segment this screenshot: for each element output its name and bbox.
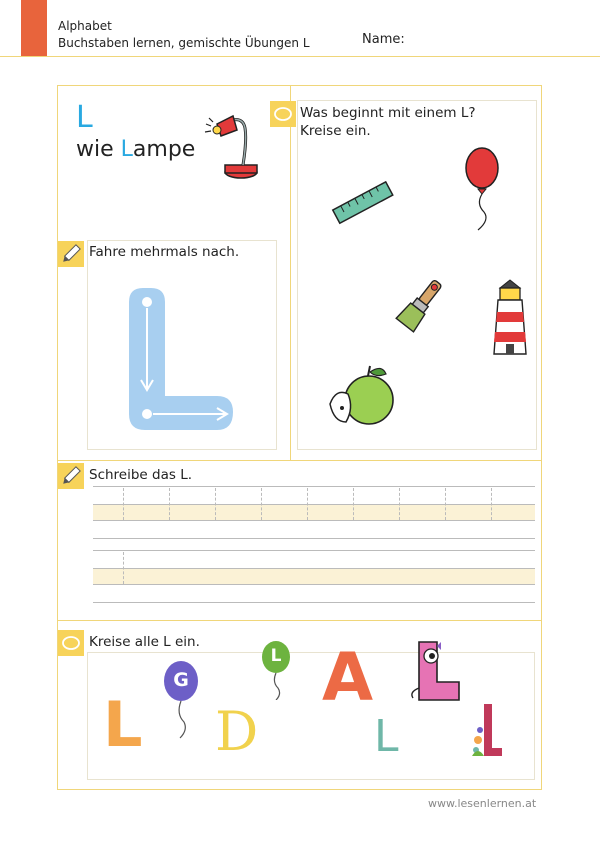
header-divider xyxy=(0,56,600,57)
column-divider xyxy=(290,85,291,460)
footer-url[interactable]: www.lesenlernen.at xyxy=(428,797,537,810)
task-write: Schreibe das L. xyxy=(89,467,193,483)
apple-icon xyxy=(324,364,400,430)
intro-word xyxy=(76,137,195,162)
writing-lines[interactable] xyxy=(93,486,535,538)
letter-l-floral[interactable] xyxy=(470,700,504,762)
intro-word-prefix: wie xyxy=(76,137,121,162)
name-label: Name: xyxy=(362,32,405,47)
task-trace: Fahre mehrmals nach. xyxy=(89,244,240,260)
circle-task-icon xyxy=(270,101,296,127)
letter-l-monster[interactable] xyxy=(405,638,465,704)
pencil-task-icon xyxy=(58,463,84,489)
balloon-icon xyxy=(460,146,504,234)
tracing-letter-l xyxy=(125,284,237,434)
writing-lines[interactable] xyxy=(93,550,535,602)
section-divider xyxy=(57,460,542,461)
intro-word-highlight: L xyxy=(120,137,133,162)
lamp-icon xyxy=(203,110,263,182)
letters-area xyxy=(87,652,535,780)
letter-a-red[interactable]: A xyxy=(322,639,374,716)
pencil-task-icon xyxy=(58,241,84,267)
intro-word-rest: ampe xyxy=(132,137,196,162)
task-circle-words: Was beginnt mit einem L? Kreise ein. xyxy=(300,105,476,139)
paintbrush-icon xyxy=(392,274,446,340)
balloon-letter-label: L xyxy=(270,646,282,666)
letter-d-yellow[interactable]: D xyxy=(215,700,259,763)
balloon-letter-l[interactable] xyxy=(260,640,292,700)
circle-task-icon xyxy=(58,630,84,656)
lighthouse-icon xyxy=(490,278,530,356)
worksheet-subtitle: Buchstaben lernen, gemischte Übungen L xyxy=(58,36,310,50)
letter-l-orange[interactable]: L xyxy=(103,688,143,761)
section-divider xyxy=(57,620,542,621)
task-circle-letters: Kreise alle L ein. xyxy=(89,634,200,650)
ruler-icon xyxy=(330,178,396,228)
balloon-letter-label: G xyxy=(173,669,189,691)
letter-l-teal[interactable]: L xyxy=(374,711,399,762)
header-accent-bar xyxy=(21,0,47,56)
balloon-letter-g[interactable] xyxy=(162,660,200,740)
worksheet-category: Alphabet xyxy=(58,19,112,33)
intro-letter: L xyxy=(76,100,93,135)
